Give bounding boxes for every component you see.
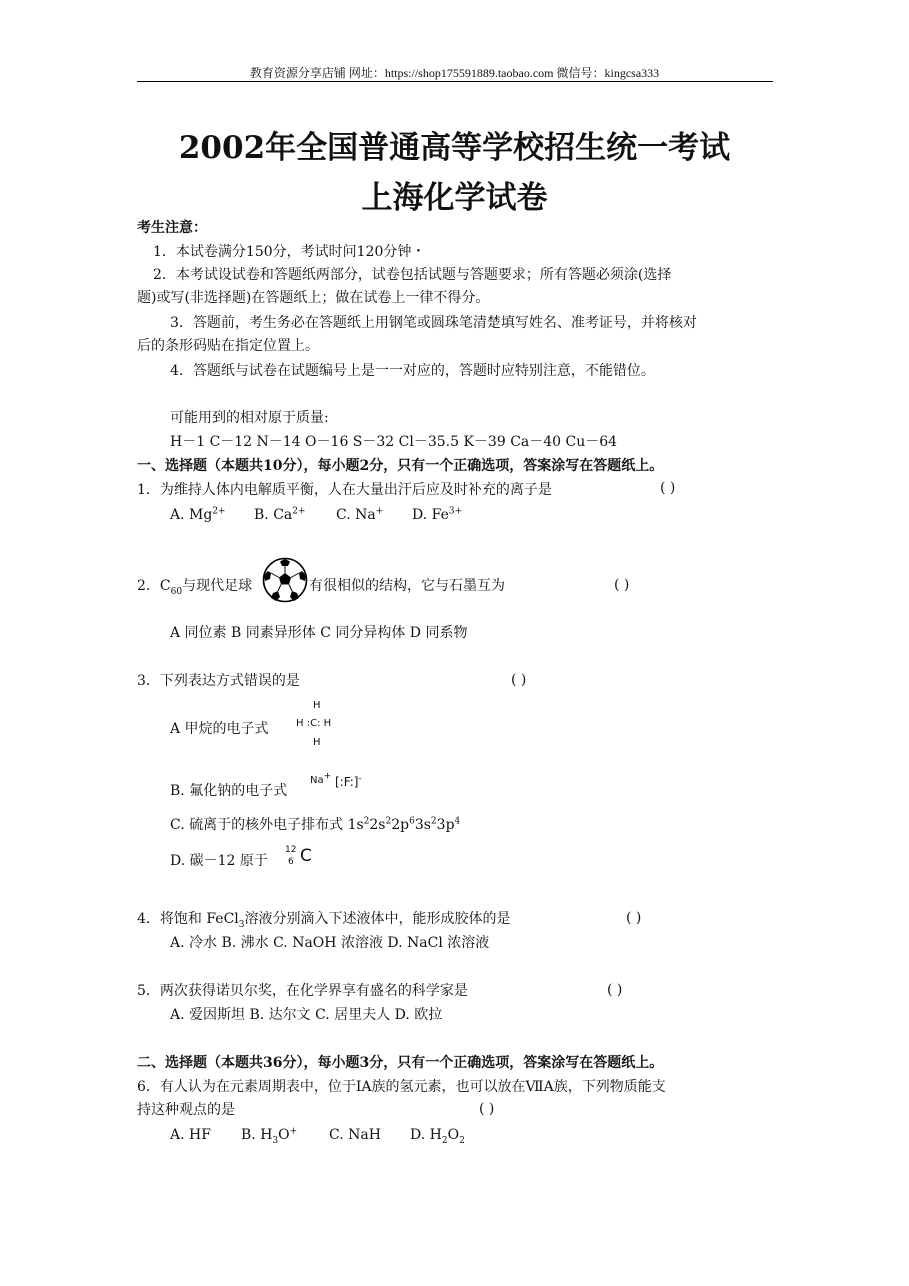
section-1-heading: 一、选择题（本题共10分），每小题2分，只有一个正确选项，答案涂写在答题纸上。 [137,458,664,474]
q1-option-a-text: A. Mg [170,507,213,523]
q2-stem-middle: 与现代足球 [182,578,253,594]
q3-c-sup-3: 6 [409,816,415,827]
carbon-atomic-number: 6 [288,857,294,867]
q4-answer-paren: ( ) [626,910,642,926]
q6-stem-a: 6．有人认为在元素周期表中，位于ⅠA族的氢元素，也可以放在ⅦA族，下列物质能支 [137,1079,666,1095]
q4-stem-sub: 3 [238,919,245,930]
carbon-symbol: C [300,846,312,866]
q1-option-a-charge: 2+ [212,506,226,517]
q2-answer-paren: ( ) [614,577,630,593]
notice-heading: 考生注意： [137,220,207,236]
q6-option-d [410,1125,465,1145]
q6-d-o: O [447,1127,460,1143]
q6-option-b [241,1125,297,1145]
q3-c-sup-2: 2 [385,816,392,827]
q5-stem: 5．两次获得诺贝尔奖，在化学界享有盛名的科学家是 [137,983,468,999]
methane-middle: H :C: H [296,718,332,729]
q3-c-3s: 3s [414,817,431,833]
q3-c-3p: 3p [436,817,455,833]
q1-answer-paren: ( ) [660,480,676,496]
q6-d-h: D. H [410,1127,442,1143]
naf-na-charge: + [323,771,332,782]
notice-item-3b: 后的条形码贴在指定位置上。 [137,338,319,354]
q1-option-d [412,505,462,525]
notice-item-1: 1．本试卷满分150分，考试时问120分钟・ [153,244,426,260]
q3-option-b: B. 氟化钠的电子式 [170,783,288,799]
q1-option-d-text: D. Fe [412,507,449,523]
q1-option-c-charge: + [375,506,384,517]
naf-f-bracket: [:F:] [335,775,359,789]
q6-option-a: A. HF [170,1127,211,1143]
q1-option-b-text: B. Ca [254,507,293,523]
q3-option-c-text: C. 硫离于的核外电子排布式 1s [170,817,364,833]
q3-c-sup-4: 2 [430,816,437,827]
naf-sodium [310,771,332,786]
q5-answer-paren: ( ) [607,982,623,998]
atomic-mass-label: 可能用到的相对原于质量: [170,410,329,426]
notice-item-2a: 2．本考试设试卷和答题纸两部分，试卷包括试题与答题要求；所有答题必须涂(选择 [153,267,672,283]
naf-na-symbol: Na [310,775,324,786]
q6-b-o: O [278,1127,290,1143]
methane-top-h: H [313,700,321,711]
q2-stem-prefix [137,576,252,596]
q3-option-a: A 甲烷的电子式 [170,721,269,737]
q1-stem: 1．为维持人体内电解质平衡，人在大量出汗后应及时补充的离子是 [137,482,552,498]
q6-d-sub1: 2 [441,1135,448,1146]
q1-option-c [336,505,383,525]
q6-d-sub2: 2 [459,1135,465,1146]
page-header: 教育资源分享店铺 网址：https://shop175591889.taobao.com 微信号：kingcsa333 [249,66,660,80]
q1-option-a [170,505,226,525]
q2-c60-symbol: 2．C [137,578,171,594]
q3-c-2p: 2p [391,817,410,833]
q6-answer-paren: ( ) [479,1101,495,1117]
notice-item-2b: 题)或写(非选择题)在答题纸上；做在试卷上一律不得分。 [137,290,490,306]
q4-stem-post: 溶液分别滴入下述液体中，能形成胶体的是 [244,911,511,927]
atomic-mass-values: H－1 C－12 N－14 O－16 S－32 Cl－35.5 K－39 Ca－40 Cu－64 [170,434,618,450]
q6-b-sub: 3 [272,1135,279,1146]
q4-stem [137,909,511,929]
q1-option-b-charge: 2+ [292,506,306,517]
q3-answer-paren: ( ) [511,672,527,688]
q2-c60-subscript: 60 [170,586,183,597]
exam-title: 2002年全国普通高等学校招生统一考试 [178,130,731,166]
q3-c-2s: 2s [369,817,386,833]
methane-bottom-h: H [313,737,321,748]
section-2-heading: 二、选择题（本题共36分），每小题3分，只有一个正确选项，答案涂写在答题纸上。 [137,1055,664,1071]
q4-options: A. 冷水 B. 沸水 C. NaOH 浓溶液 D. NaCl 浓溶液 [170,935,490,951]
naf-f-charge: - [358,774,362,784]
notice-item-3a: 3．答题前，考生务必在答题纸上用钢笔或圆珠笔清楚填写姓名、准考证号，并将核对 [170,315,697,331]
q3-option-d: D. 碳－12 原于 [170,853,268,869]
q1-option-c-text: C. Na [336,507,376,523]
q4-stem-pre: 4．将饱和 FeCl [137,911,239,927]
q2-stem-suffix: 有很相似的结构，它与石墨互为 [309,578,505,594]
notice-item-4: 4．答题纸与试卷在试题编号上是一一对应的，答题时应特别注意，不能错位。 [170,363,655,379]
exam-subtitle: 上海化学试卷 [361,180,548,216]
q3-c-sup-1: 2 [363,816,370,827]
q6-stem-b: 持这种观点的是 [137,1102,235,1118]
q6-b-charge: + [289,1126,298,1137]
q5-options: A. 爱因斯坦 B. 达尔文 C. 居里夫人 D. 欧拉 [170,1007,443,1023]
q2-options: A 同位素 B 同素异形体 C 同分异构体 D 同系物 [170,625,468,641]
q6-option-c: C. NaH [329,1127,381,1143]
q1-option-b [254,505,306,525]
q3-stem: 3．下列表达方式错误的是 [137,673,300,689]
q3-c-sup-5: 4 [454,816,461,827]
q6-b-h: B. H [241,1127,273,1143]
header-rule [137,81,773,82]
carbon-mass-number: 12 [285,845,297,855]
soccer-ball-icon [262,557,308,603]
q3-option-c [170,815,460,835]
naf-fluoride [335,775,362,789]
q1-option-d-charge: 3+ [448,506,463,517]
